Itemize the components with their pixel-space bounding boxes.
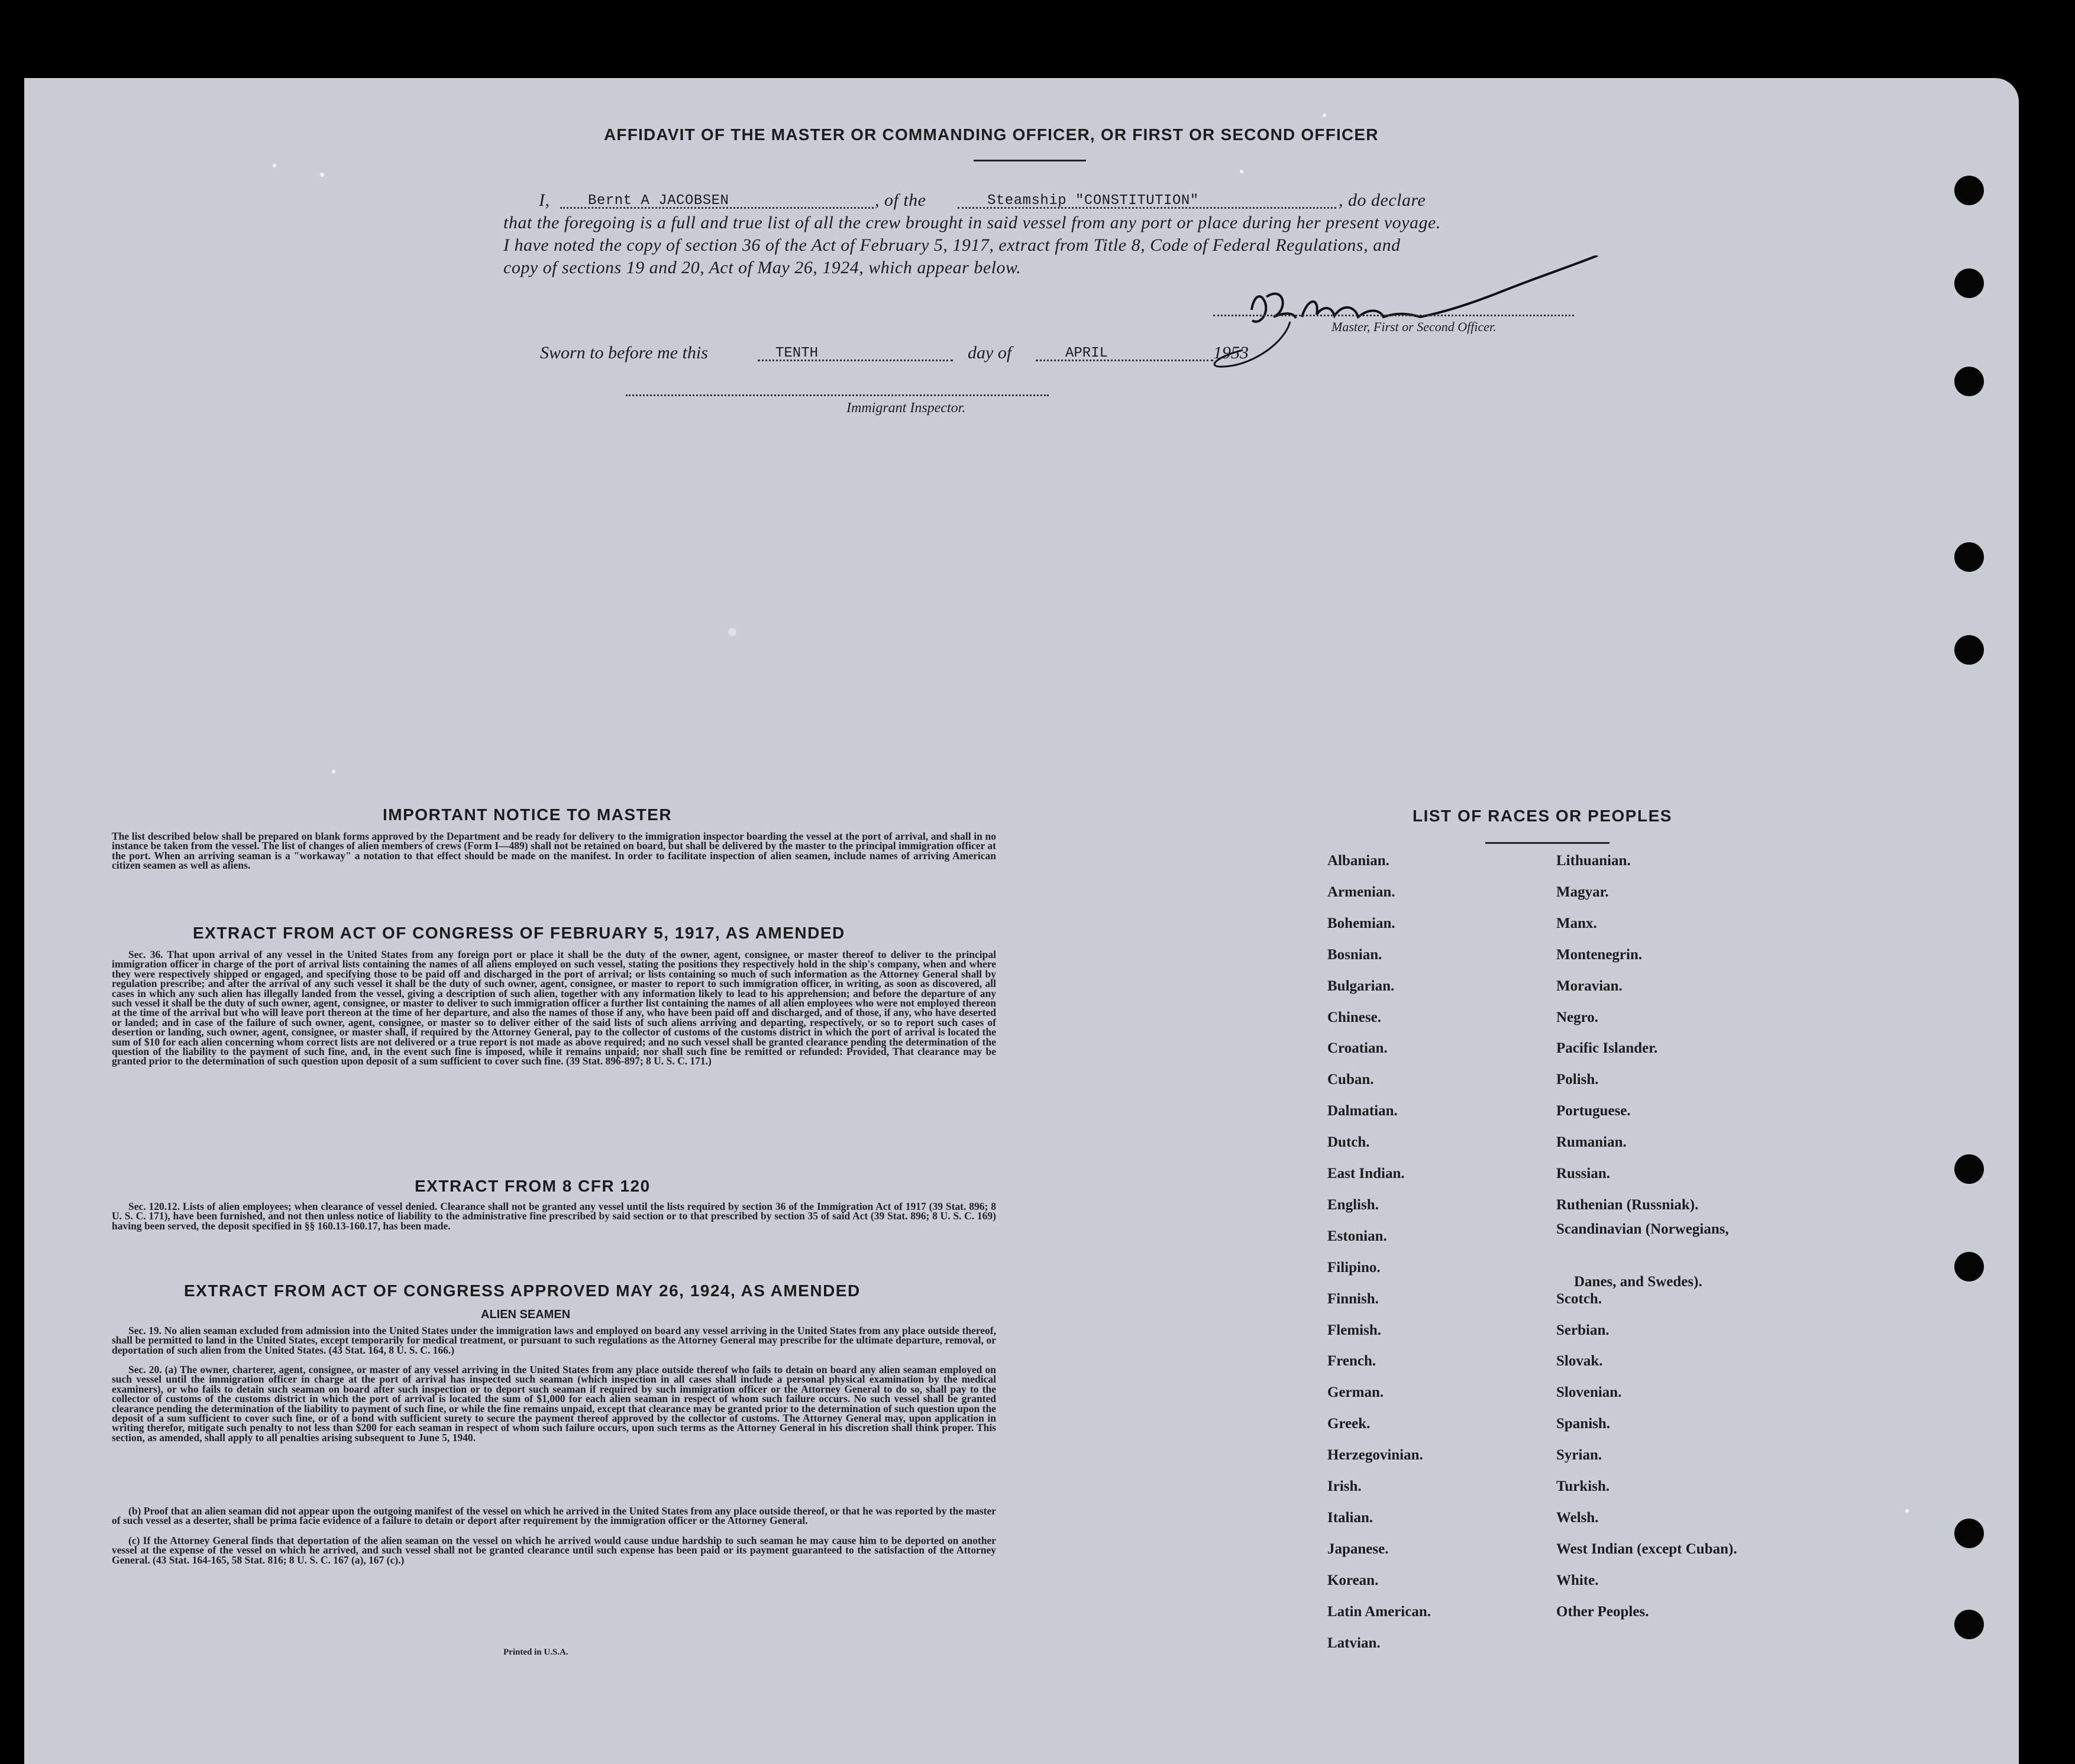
race-item: Scandinavian (Norwegians, (1556, 1221, 1729, 1237)
of-the-label: , of the (875, 190, 926, 210)
race-item: Croatian. (1327, 1040, 1388, 1057)
race-item: Ruthenian (Russniak). (1556, 1196, 1699, 1213)
form-page (24, 78, 2019, 1764)
race-item: Pacific Islander. (1556, 1040, 1658, 1057)
sworn-year: 1953 (1213, 343, 1249, 362)
race-item: Rumanian. (1556, 1134, 1627, 1151)
race-item: Dutch. (1327, 1134, 1370, 1151)
race-item: Flemish. (1327, 1322, 1381, 1338)
race-item: Bulgarian. (1327, 978, 1395, 994)
race-item: Serbian. (1556, 1322, 1609, 1338)
sworn-prefix: Sworn to before me this (540, 343, 708, 362)
binder-hole (1954, 1519, 1984, 1548)
race-item: Herzegovinian. (1327, 1447, 1423, 1464)
race-item: Cuban. (1327, 1072, 1374, 1088)
race-item: Russian. (1556, 1166, 1611, 1182)
race-item: Irish. (1327, 1478, 1362, 1494)
notice-heading: IMPORTANT NOTICE TO MASTER (383, 805, 673, 824)
scan-speck (728, 628, 736, 636)
race-item: Finnish. (1327, 1290, 1379, 1307)
extract-1917-body: Sec. 36. That upon arrival of any vessel in the United States from any foreign port or place it shall be the duty of the owner, agent, consignee, or master thereof to deliver to the principal immigration officer in charge of the port of arrival lists containing the names of all aliens employed on such vessel, stating the positions they respectively hold in the ship's company, when and where they were respectively shipped or engaged, and specifying those to be paid off and discharged in the port of arrival; or lists containing so much of such information as the Attorney General shall by regulation prescribe; and after the arrival of any such vessel it shall be the duty of such owner, agent, consignee, or master to report to such immigration officer, in writing, as soon as discovered, all cases in which any such alien has illegally landed from the vessel, giving a description of such alien, together with any information likely to lead to his apprehension; and before the departure of any such vessel it shall be the duty of such owner, agent, consignee, or master to deliver to such immigration officer a further list containing the names of all alien employees who were not employed thereon at the time of the arrival but who will leave port thereon at the time of her departure, and also the names of those if any, who have been paid off and discharged, and of those, if any, who have deserted or landed; and in case of the failure of such owner, agent, consignee, or master so to deliver either of the said lists of such aliens arriving and departing, respectively, or so to report such cases of desertion or landing, such owner, agent, consignee, or master shall, if required by the Attorney General, pay to the collector of customs of the customs district in which the port of arrival is located the sum of $10 for each alien concerning whom correct lists are not delivered or a true report is not made as above required; and no such vessel shall be granted clearance pending the determination of the question of the liability to the payment of such fine, and, in the event such fine is imposed, while it remains unpaid; nor shall such fine be remitted or refunded: Provided, That clearance may be granted prior to the determination of such question upon deposit of a sum sufficient to cover such fine. (39 Stat. 896-897; 8 U. S. C. 171.) (112, 949, 996, 1067)
race-item: Portuguese. (1556, 1103, 1631, 1119)
declaration-line-4: copy of sections 19 and 20, Act of May 26, 1924, which appear below. (503, 258, 1022, 277)
race-item: East Indian. (1327, 1166, 1405, 1182)
race-item: Chinese. (1327, 1009, 1381, 1025)
race-item: Magyar. (1556, 883, 1609, 900)
race-item: Welsh. (1556, 1509, 1599, 1526)
binder-hole (1954, 367, 1984, 396)
race-item: West Indian (except Cuban). (1556, 1540, 1737, 1557)
race-item: Japanese. (1327, 1540, 1389, 1557)
affidavit-title: AFFIDAVIT OF THE MASTER OR COMMANDING OFFICER, OR FIRST OR SECOND OFFICER (604, 125, 1379, 144)
race-item: Moravian. (1556, 978, 1622, 994)
declaration-line-3: I have noted the copy of section 36 of the Act of February 5, 1917, extract from Title 8, Code of Federal Regulations, and (503, 235, 1401, 255)
scan-speck (1323, 114, 1326, 117)
alien-seamen-subheading: ALIEN SEAMEN (481, 1308, 571, 1321)
binder-hole (1954, 268, 1984, 298)
race-item: French. (1327, 1353, 1376, 1370)
binder-hole (1954, 1252, 1984, 1281)
extract-1924-heading: EXTRACT FROM ACT OF CONGRESS APPROVED MAY 26, 1924, AS AMENDED (184, 1281, 861, 1300)
sec20a-body: Sec. 20. (a) The owner, charterer, agent, consignee, or master of any vessel arriving in the United States from any place outside thereof who fails to detain on board any alien seaman employed on such vessel until the immigration officer in charge at the port of arrival has inspected such seaman (which inspection in all cases shall include a personal physical examination by the medical examiners), or who fails to detain such seaman on board after such inspection or to deport such seaman if required by such immigration officer or the Attorney General to do so, shall pay to the collector of customs of the customs district in which the port of arrival is located the sum of $1,000 for each alien seaman in respect of whom such failure occurs. No such vessel shall be granted clearance pending the determination of the liability to payment of such fine, or while the fine remains unpaid, except that clearance may be granted prior to the determination of such question upon the deposit of a sum sufficient to cover such fine, or of a bond with sufficient surety to secure the payment thereof approved by the collector of customs. The Attorney General may, upon application in writing therefor, mitigate such penalty to not less than $200 for each seaman in respect of whom such failure occurs, upon such terms as the Attorney General in his discretion shall think proper. This section, as amended, shall apply to all penalties arising subsequent to June 5, 1940. (112, 1364, 996, 1443)
sworn-line (515, 343, 1343, 367)
race-item: Filipino. (1327, 1259, 1381, 1276)
name-dotted-line (560, 207, 874, 209)
sworn-month: APRIL (1065, 345, 1108, 361)
do-declare-label: , do declare (1339, 190, 1426, 210)
sec19-body: Sec. 19. No alien seaman excluded from admission into the United States under the immigration laws and employed on board any vessel arriving in the United States from any place outside thereof, shall be permitted to land in the United States, except temporarily for medical treatment, or pursuant to such regulations as the Attorney General may prescribe for the ultimate departure, removal, or deportation of such alien from the United States. (43 Stat. 164, 8 U. S. C. 166.) (112, 1325, 996, 1356)
race-item: English. (1327, 1196, 1379, 1213)
races-heading: LIST OF RACES OR PEOPLES (1413, 807, 1672, 825)
signature-role-label: Master, First or Second Officer. (1331, 319, 1497, 334)
declaration-prefix: I, (539, 190, 550, 210)
race-item: Slovenian. (1556, 1384, 1622, 1401)
scan-speck (320, 173, 324, 177)
race-item: Turkish. (1556, 1478, 1610, 1494)
race-item: Korean. (1327, 1572, 1379, 1588)
races-rule (1485, 842, 1609, 844)
binder-hole (1954, 1610, 1984, 1639)
race-item: Bohemian. (1327, 915, 1395, 931)
race-item: Bosnian. (1327, 946, 1382, 963)
extract-1917-heading: EXTRACT FROM ACT OF CONGRESS OF FEBRUARY 5, 1917, AS AMENDED (193, 924, 845, 942)
scan-speck (273, 164, 276, 167)
printed-in-usa: Printed in U.S.A. (503, 1648, 568, 1657)
day-dotted-line (758, 360, 953, 361)
scan-speck (332, 770, 335, 773)
sec20b-body: (b) Proof that an alien seaman did not appear upon the outgoing manifest of the vessel on which he arrived in the United States from any place outside thereof, or that he was reported by the master of such vessel as a deserter, shall be prima facie evidence of a failure to detain or deport after requirement by the immigration officer or the Attorney General. (112, 1505, 996, 1527)
race-item: Danes, and Swedes). (1574, 1273, 1702, 1290)
race-item: Polish. (1556, 1072, 1599, 1088)
month-dotted-line (1036, 360, 1213, 361)
race-item: Montenegrin. (1556, 946, 1643, 963)
race-item: Albanian. (1327, 853, 1389, 869)
day-of-label: day of (968, 343, 1012, 362)
race-item: Greek. (1327, 1416, 1371, 1432)
signature-dotted-line (1213, 315, 1574, 316)
officer-name: Bernt A JACOBSEN (588, 193, 729, 209)
race-item: German. (1327, 1384, 1384, 1401)
scan-speck (1240, 170, 1243, 173)
race-item: Syrian. (1556, 1447, 1602, 1464)
extract-cfr-heading: EXTRACT FROM 8 CFR 120 (415, 1177, 651, 1195)
race-item: Negro. (1556, 1009, 1599, 1025)
race-item: Latin American. (1327, 1603, 1431, 1620)
race-item: Manx. (1556, 915, 1597, 931)
race-item: Estonian. (1327, 1228, 1387, 1244)
race-item: Latvian. (1327, 1634, 1381, 1651)
vessel-dotted-line (958, 207, 1336, 209)
sec20c-body: (c) If the Attorney General finds that deportation of the alien seaman on the vessel on which he arrived would cause undue hardship to such seaman he may cause him to be deported on another vessel at the expense of the vessel on which he arrived, and such vessel shall not be granted clearance until such expense has been paid or its payment guaranteed to the satisfaction of the Attorney General. (43 Stat. 164-165, 58 Stat. 816; 8 U. S. C. 167 (a), 167 (c).) (112, 1535, 996, 1566)
title-rule (974, 160, 1086, 161)
scan-speck (1905, 1509, 1909, 1513)
binder-hole (1954, 635, 1984, 665)
binder-hole (1954, 1154, 1984, 1184)
race-item: White. (1556, 1572, 1599, 1588)
race-item: Slovak. (1556, 1353, 1603, 1370)
race-item: Other Peoples. (1556, 1603, 1649, 1620)
inspector-label: Immigrant Inspector. (846, 400, 966, 416)
race-item: Spanish. (1556, 1416, 1611, 1432)
vessel-name: Steamship "CONSTITUTION" (987, 193, 1199, 209)
sworn-day: TENTH (775, 345, 819, 361)
inspector-dotted-line (626, 394, 1049, 396)
declaration-line-2: that the foregoing is a full and true list of all the crew brought in said vessel from any port or place during her present voyage. (503, 213, 1441, 232)
race-item: Scotch. (1556, 1290, 1602, 1307)
binder-hole (1954, 176, 1984, 205)
race-item: Italian. (1327, 1509, 1373, 1526)
race-item: Armenian. (1327, 883, 1395, 900)
binder-hole (1954, 542, 1984, 572)
race-item: Lithuanian. (1556, 853, 1631, 869)
notice-body: The list described below shall be prepared on blank forms approved by the Department and be ready for delivery to the immigration inspector boarding the vessel at the port of arrival, and shall in no instance be taken from the vessel. The list of changes of alien members of crews (Form I—489) shall not be retained on board, but shall be delivered by the master to the principal immigration officer at the port. When an arriving seaman is a "workaway" a notation to that effect should be made on the manifest. In order to facilitate inspection of alien seamen, include names of arriving American citizen seamen as well as aliens. (112, 830, 996, 872)
extract-cfr-body: Sec. 120.12. Lists of alien employees; when clearance of vessel denied. Clearance shall not be granted any vessel until the lists required by section 36 of the Immigration Act of 1917 (39 Stat. 896; 8 U. S. C. 171), have been furnished, and not then unless notice of liability to the administrative fine prescribed by said section or to that prescribed by section 35 of said Act (39 Stat. 896; 8 U. S. C. 169) having been served, the deposit specified in §§ 160.13-160.17, has been made. (112, 1200, 996, 1232)
race-item: Dalmatian. (1327, 1103, 1398, 1119)
